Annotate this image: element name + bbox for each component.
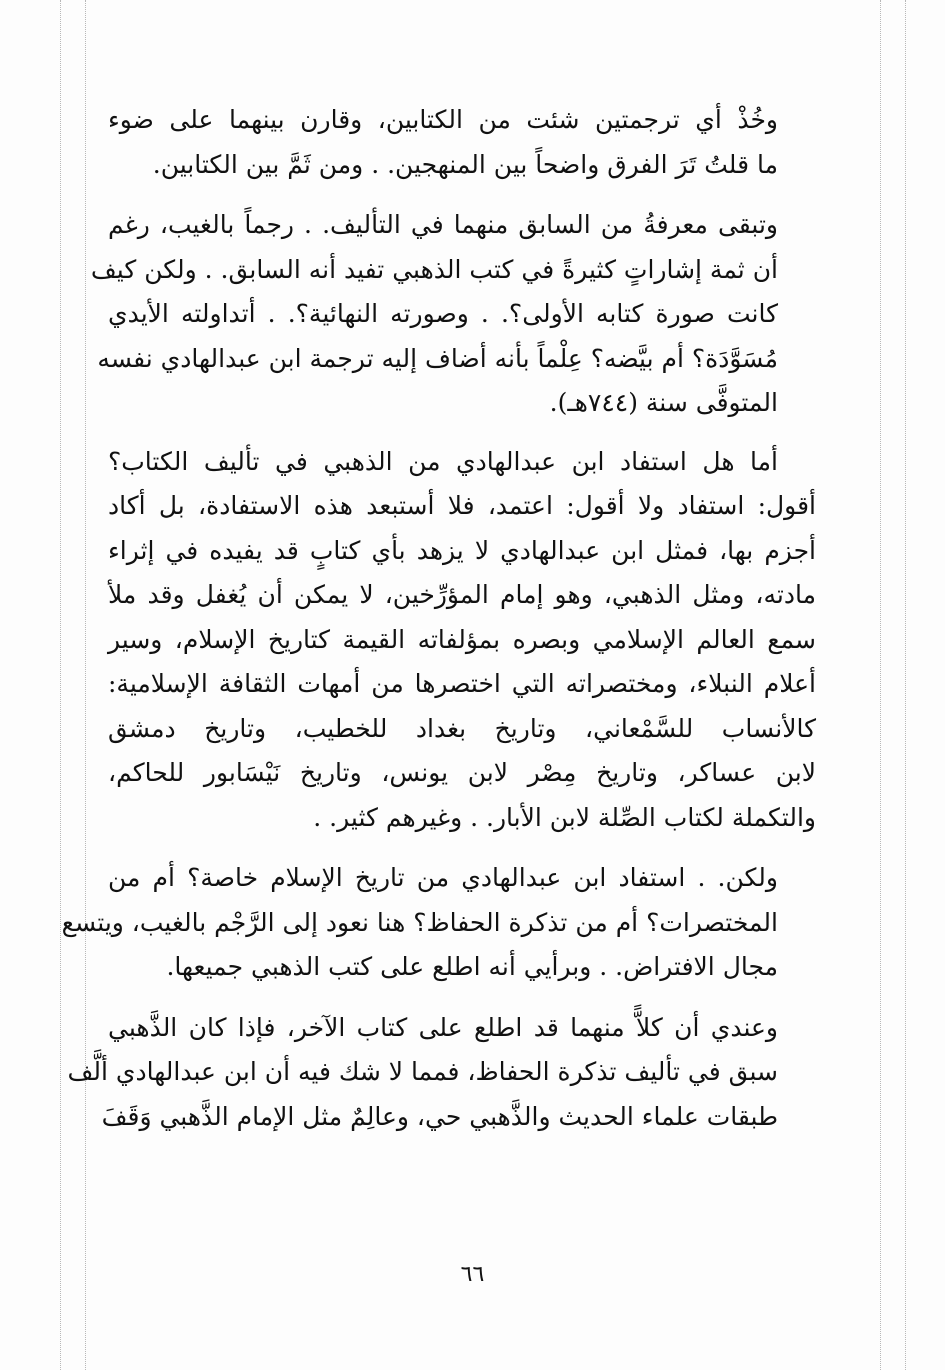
- text-line: وتبقى معرفةُ من السابق منهما في التأليف. . رجماً بالغيب، رغم: [108, 210, 778, 239]
- text-line: أما هل استفاد ابن عبدالهادي من الذهبي في تأليف الكتاب؟: [108, 446, 778, 476]
- text-line: والتكملة لكتاب الصِّلة لابن الأبار. . وغيرهم كثير. .: [313, 802, 816, 832]
- page-number: ٦٦: [460, 1262, 485, 1287]
- text-line: ولكن. . استفاد ابن عبدالهادي من تاريخ الإسلام خاصة؟ أم من: [108, 863, 778, 892]
- text-line: كانت صورة كتابه الأولى؟. . وصورته النهائية؟. . أتداولته الأيدي: [108, 299, 778, 328]
- text-line: أعلام النبلاء، ومختصراته التي اختصرها من أمهات الثقافة الإسلامية:: [108, 669, 816, 698]
- scan-edge-line: [905, 0, 906, 1370]
- text-line: سبق في تأليف تذكرة الحفاظ، فمما لا شك فيه أن ابن عبدالهادي ألَّف: [67, 1057, 778, 1086]
- paragraph: [90, 203, 816, 426]
- paragraph: [108, 440, 816, 841]
- text-line: أجزم بها، فمثل ابن عبدالهادي لا يزهد بأي كتابٍ قد يفيده في إثراء: [108, 535, 816, 565]
- scan-edge-line: [880, 0, 881, 1370]
- page-body-text: [61, 98, 816, 1153]
- text-line: وعندي أن كلاًّ منهما قد اطلع على كتاب الآخر، فإذا كان الذَّهبي: [108, 1012, 778, 1042]
- text-line: سمع العالم الإسلامي وبصره بمؤلفاته القيمة كتاريخ الإسلام، وسير: [108, 624, 816, 654]
- text-line: أقول: استفاد ولا أقول: اعتمد، فلا أستبعد هذه الاستفادة، بل أكاد: [108, 491, 816, 520]
- scan-edge-line: [60, 0, 61, 1370]
- text-line: مادته، ومثل الذهبي، وهو إمام المؤرِّخين، لا يمكن أن يُغفل وقد ملأ: [108, 580, 816, 609]
- text-line: مُسَوَّدَة؟ أم بيَّضه؟ عِلْماً بأنه أضاف إليه ترجمة ابن عبدالهادي نفسه: [97, 343, 778, 373]
- text-line: المتوفَّى سنة (٧٤٤هـ).: [549, 388, 778, 417]
- text-line: لابن عساكر، وتاريخ مِصْر لابن يونس، وتاريخ نَيْسَابور للحاكم،: [108, 758, 816, 787]
- paragraph: [108, 98, 816, 187]
- text-line: كالأنساب للسَّمْعاني، وتاريخ بغداد للخطيب، وتاريخ دمشق: [108, 713, 816, 743]
- text-line: ما قلتُ تَرَ الفرق واضحاً بين المنهجين. . ومن ثَمَّ بين الكتابين.: [152, 149, 778, 179]
- scan-edge-line: [85, 0, 86, 1370]
- text-line: وخُذْ أي ترجمتين شئت من الكتابين، وقارن بينهما على ضوء: [108, 105, 778, 134]
- text-line: طبقات علماء الحديث والذَّهبي حي، وعالِمٌ مثل الإمام الذَّهبي وَقَفَ: [101, 1101, 778, 1131]
- paragraph: [67, 1006, 816, 1140]
- paragraph: [61, 856, 816, 990]
- text-line: المختصرات؟ أم من تذكرة الحفاظ؟ هنا نعود إلى الرَّجْم بالغيب، ويتسع: [61, 907, 778, 937]
- text-line: مجال الافتراض. . وبرأيي أنه اطلع على كتب الذهبي جميعها.: [166, 952, 778, 981]
- text-line: أن ثمة إشاراتٍ كثيرةً في كتب الذهبي تفيد أنه السابق. . ولكن كيف: [90, 254, 778, 284]
